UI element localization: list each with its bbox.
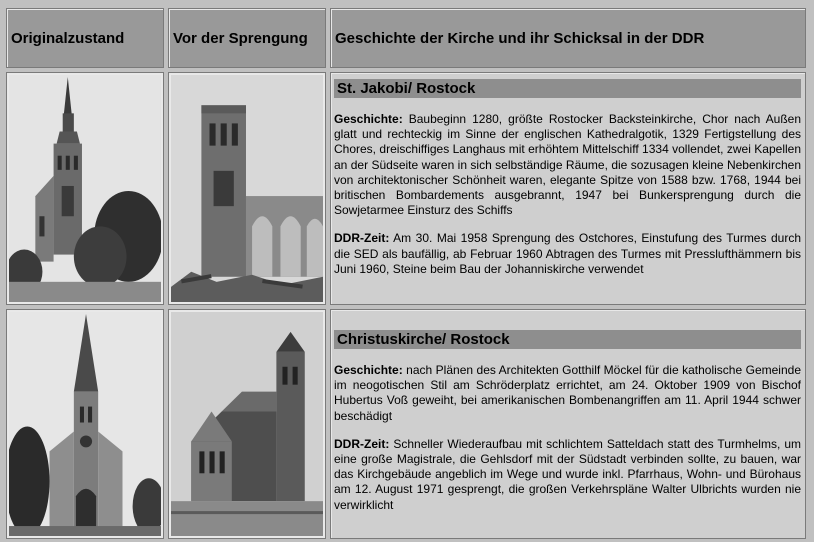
ddr-label: DDR-Zeit: (334, 436, 390, 451)
ddr-text: Am 30. Mai 1958 Sprengung des Ostchores, Einstufung des Turmes durch die SED als baufällig, ab Februar 1960 Abtragen des Turmes mit Presslufthämmern bis Juni 1960, Steine beim Bau der Johanniskirche verwendet (334, 231, 801, 276)
header-before-demolition (168, 8, 326, 68)
photo-st-jakobi-before-demolition (168, 72, 326, 305)
christuskirche-original-image (9, 312, 161, 536)
photo-st-jakobi-original (6, 72, 164, 305)
history-text: nach Plänen des Architekten Gotthilf Möckel für die katholische Gemeinde im neogotischen Stil am Schröderplatz errichtet, am 24. Oktober 1909 von Bischof Hubertus Voß geweiht, bei amerikanischen Bombenangriffen am 11. April 1944 schwer beschädigt (334, 363, 801, 423)
photo-christuskirche-original (6, 309, 164, 539)
header-history-label: Geschichte der Kirche und ihr Schicksal in der DDR (335, 29, 705, 47)
header-before-demolition-label: Vor der Sprengung (173, 29, 308, 47)
history-label: Geschichte: (334, 363, 403, 377)
ddr-paragraph-christuskirche (334, 437, 801, 513)
header-original-state-label: Originalzustand (11, 29, 125, 47)
ddr-paragraph-st-jakobi (334, 231, 801, 277)
ddr-text: Schneller Wiederaufbau mit schlichtem Satteldach statt des Turmhelms, um eine große Magistrale, die Gehlsdorf mit der Südstadt verbinden sollte, zu bauen, war das Kirchgebäude angeblich im Wege und wurde inkl. Pfarrhaus, Wohn- und Bürohaus am 12. August 1971 gesprengt, die großen Verkehrspläne Walter Ulbrichts wurden nie verwirklicht (334, 436, 801, 512)
history-paragraph-christuskirche (334, 363, 801, 424)
church-name-christuskirche: Christuskirche/ Rostock (334, 330, 801, 349)
photo-christuskirche-before-demolition (168, 309, 326, 539)
text-st-jakobi (330, 72, 806, 305)
st-jakobi-original-image (9, 75, 161, 302)
header-history (330, 8, 806, 68)
header-original-state (6, 8, 164, 68)
history-text: Baubeginn 1280, größte Rostocker Backsteinkirche, Chor nach Außen glatt und rechteckig im Sinne der englischen Kathedralgotik, 1329 Fertigstellung des Chores, dreischiffiges Langhaus mit erhöhtem Mittelschiff 1334 vollendet, zwei Kapellen an der Südseite waren in sich selbständige Räume, die sozusagen kleine Nebenkirchen von architektonischer Schönheit waren, elegante Spitze von 1588 bzw. 1768, 1944 bei britischen Bombardements ausgebrannt, 1947 bei Bunkersprengung durch die Sowjetarmee Einsturz des Schiffs (334, 112, 801, 218)
st-jakobi-ruin-image (171, 75, 323, 302)
ddr-label: DDR-Zeit: (334, 231, 390, 246)
text-christuskirche (330, 309, 806, 539)
history-label: Geschichte: (334, 112, 403, 126)
christuskirche-before-demolition-image (171, 312, 323, 536)
church-name-st-jakobi: St. Jakobi/ Rostock (334, 79, 801, 98)
history-paragraph-st-jakobi (334, 112, 801, 218)
